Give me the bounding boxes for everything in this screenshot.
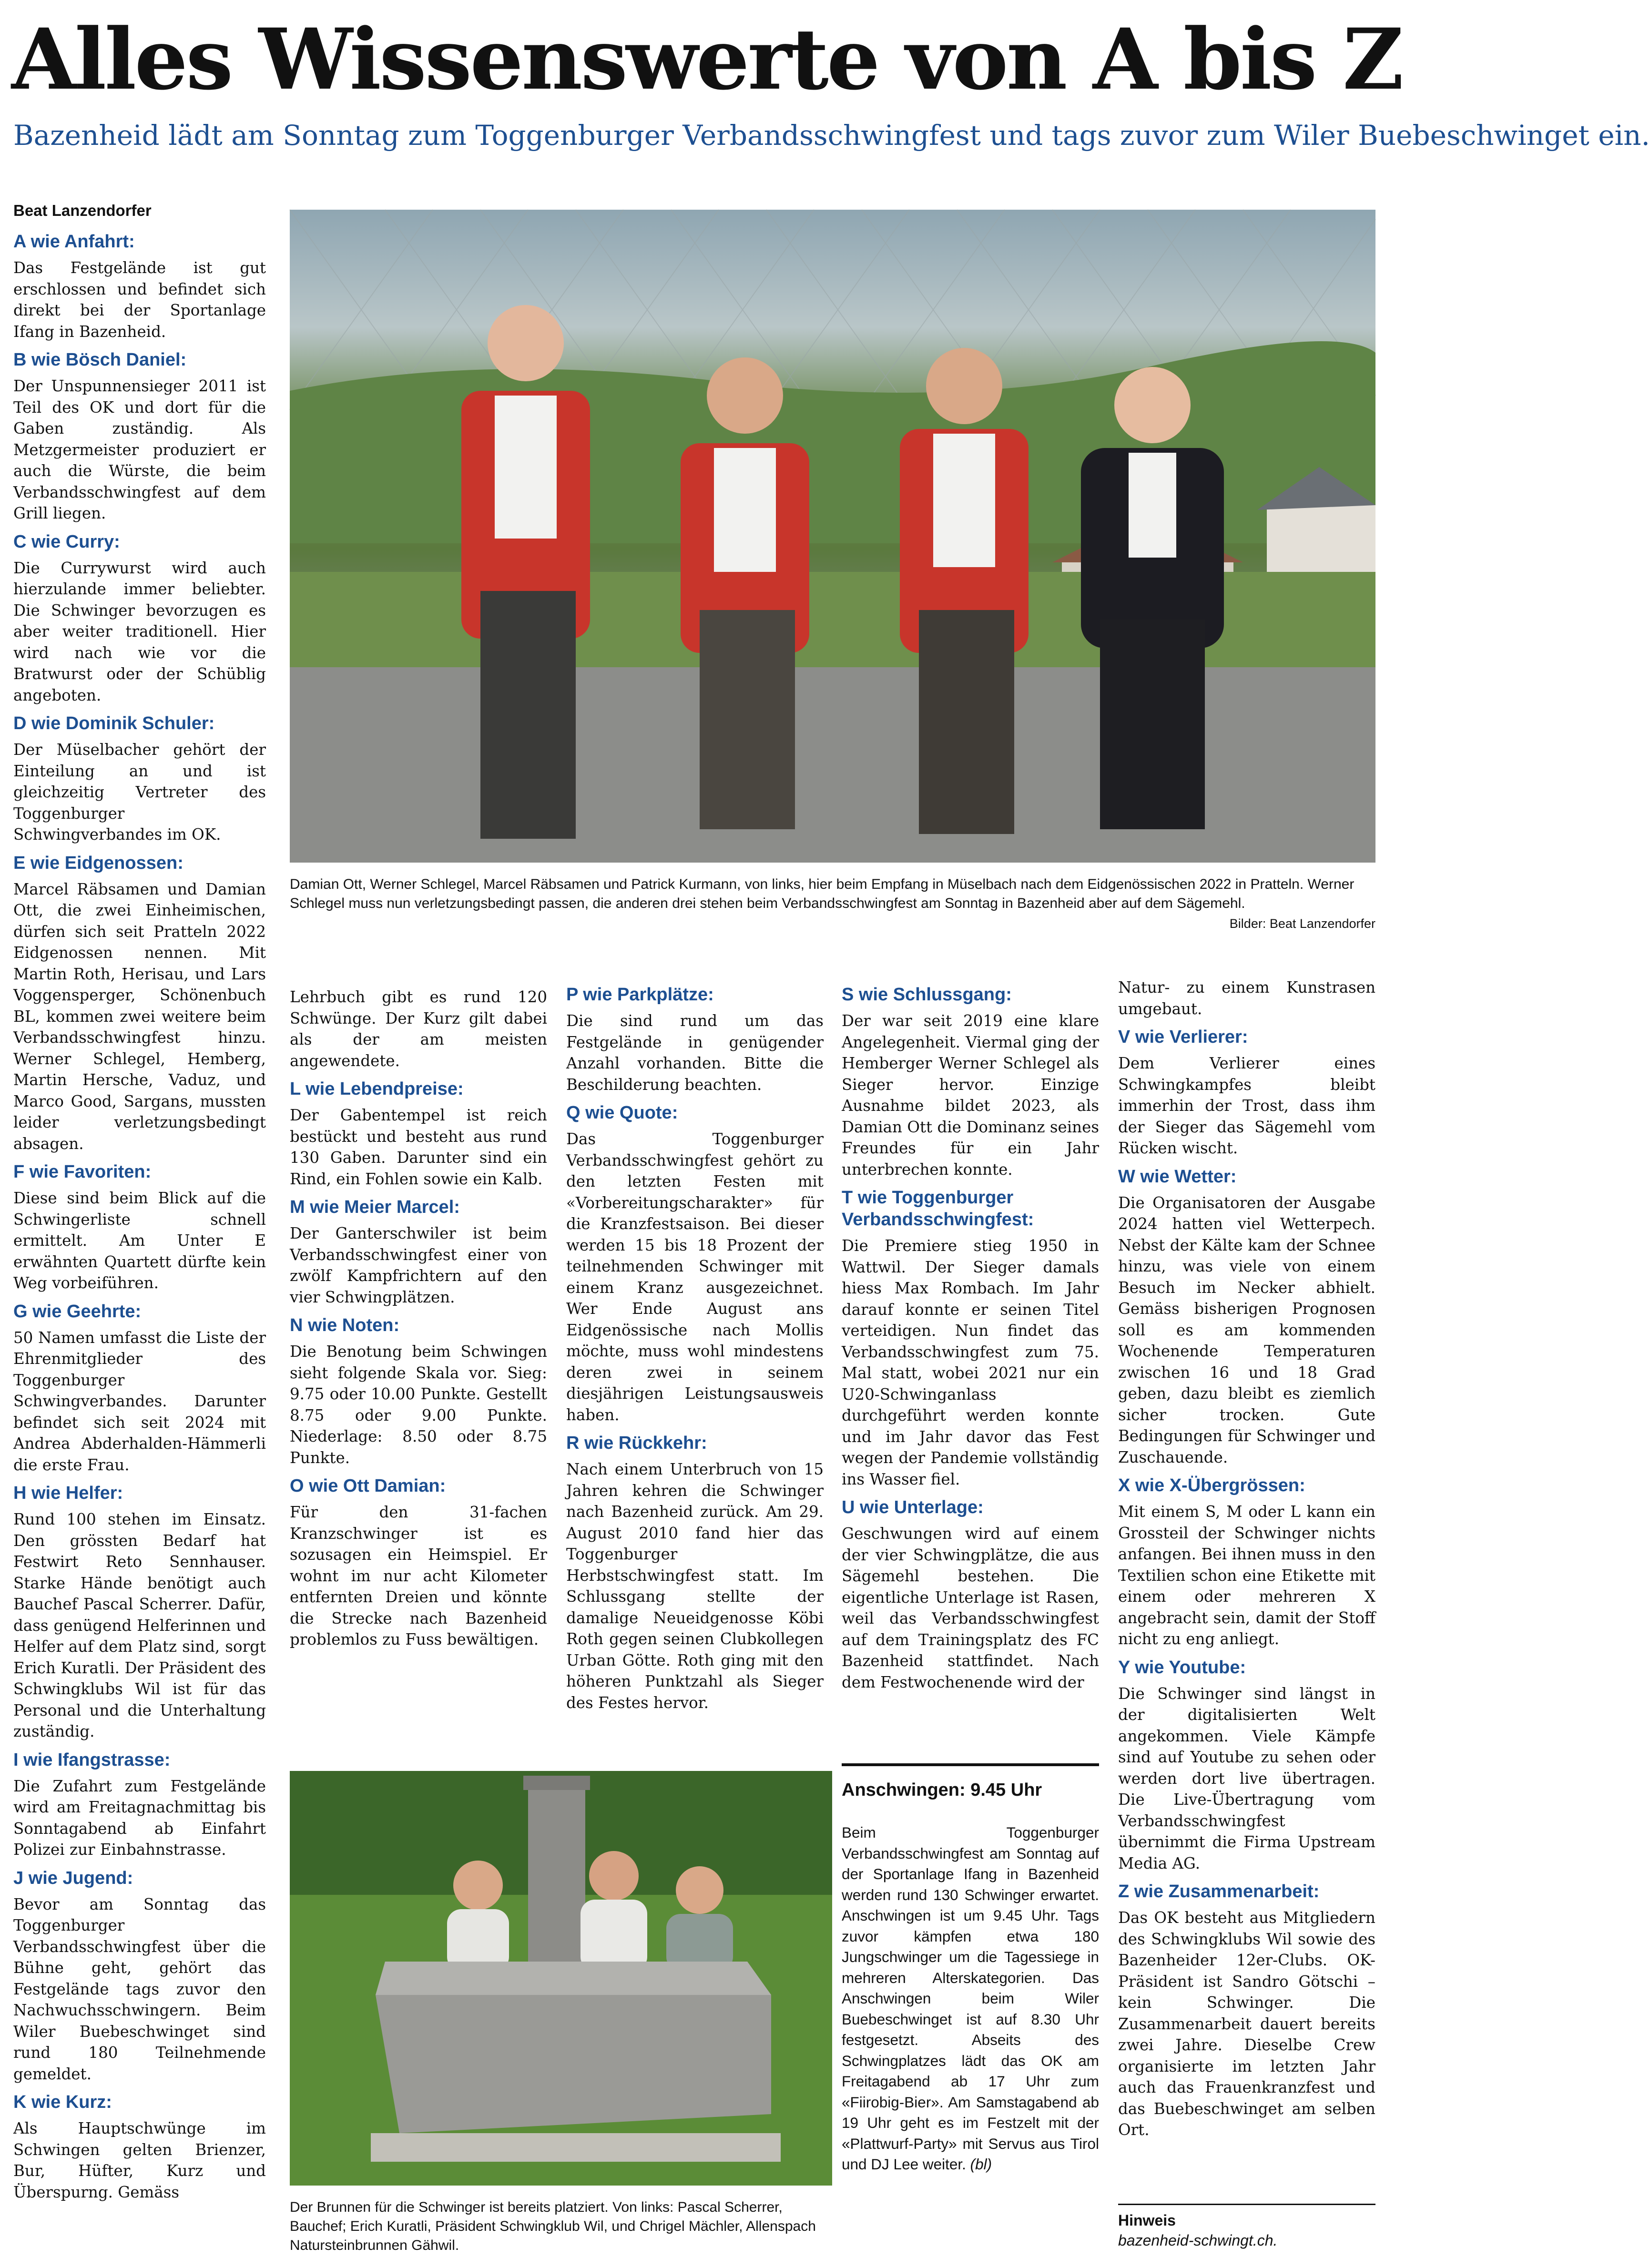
subheadline: Bazenheid lädt am Sonntag zum Toggenburger Verbandsschwingfest und tags zuvor zum Wiler Buebeschwinget ein. xyxy=(13,119,1650,152)
section-text: Das Toggenburger Verbandsschwingfest gehört zu den letzten Festen mit «Vorbereitungscharakter» für die Kranzfestsaison. Bei dieser werden 15 bis 18 Prozent der teilnehmenden Schwinger mit einem Kranz ausgezeichnet. Wer Ende August ans Eidgenössische nach Mollis möchte, muss wohl mindestens deren zwei in seinem diesjährigen Leistungsausweis haben. xyxy=(566,1130,824,1424)
section-text: Die Zufahrt zum Festgelände wird am Freitagnachmittag bis Sonntagabend ab Einfahrt Polizei zur Einbahnstrasse. xyxy=(13,1777,266,1859)
photo-credit: Bilder: Beat Lanzendorfer xyxy=(1229,916,1375,931)
section-text: Bevor am Sonntag das Toggenburger Verbandsschwingfest über die Bühne geht, gehört das Festgelände tags zuvor den Nachwuchsschwingern. Beim Wiler Buebeschwinget sind rund 180 Teilnehmende gemeldet. xyxy=(13,1895,266,2083)
section-heading: Y wie Youtube: xyxy=(1118,1657,1246,1678)
section-heading: P wie Parkplätze: xyxy=(566,985,714,1005)
section-e xyxy=(13,852,266,1155)
section-text: Dem Verlierer eines Schwingkampfes bleibt immerhin der Trost, dass ihm der Sieger das Sägemehl vom Rücken wischt. xyxy=(1118,1054,1375,1157)
section-text: Der Müselbacher gehört der Einteilung an und ist gleichzeitig Vertreter des Toggenburger Schwingverbandes im OK. xyxy=(13,741,266,844)
section-text: Rund 100 stehen im Einsatz. Den grössten Bedarf hat Festwirt Reto Sennhauser. Starke Hände benötigt auch Bauchef Pascal Scherrer. Dafür, dass genügend Helferinnen und Helfer auf dem Platz sind, sorgt Erich Kuratli. Der Präsident des Schwingklubs Wil ist für das Personal und die Unterhaltung zuständig. xyxy=(13,1510,266,1740)
info-box-title: Anschwingen: 9.45 Uhr xyxy=(842,1780,1042,1800)
section-heading: N wie Noten: xyxy=(290,1315,400,1335)
section-heading: U wie Unterlage: xyxy=(842,1497,984,1517)
author-initials: (bl) xyxy=(970,2156,992,2173)
section-heading: M wie Meier Marcel: xyxy=(290,1197,460,1217)
divider xyxy=(1118,2204,1375,2205)
section-text: Natur- zu einem Kunstrasen umgebaut. xyxy=(1118,978,1375,1018)
article-column-4 xyxy=(842,977,1099,1725)
section-text: Die Currywurst wird auch hierzulande immer beliebter. Die Schwinger bevorzugen es aber weiter traditionell. Hier wird nach wie vor die Bratwurst oder der Schüblig angeboten. xyxy=(13,559,266,704)
section-text: Die Organisatoren der Ausgabe 2024 hatten viel Wetterpech. Nebst der Kälte kam der Schnee hinzu, was viele von einem Besuch im Necker abhielt. Gemäss bisherigen Prognosen soll es am kommenden Wochenende Temperaturen zwischen 16 und 18 Grad geben, dazu bleibt es ziemlich sicher trocken. Gute Bedingungen für Schwinger und Zuschauende. xyxy=(1118,1193,1375,1466)
hinweis-label: Hinweis xyxy=(1118,2212,1176,2229)
section-heading: J wie Jugend: xyxy=(13,1868,133,1888)
section-heading: A wie Anfahrt: xyxy=(13,232,135,252)
section-heading: C wie Curry: xyxy=(13,531,120,552)
section-t xyxy=(842,1187,1099,1490)
section-text: Als Hauptschwünge im Schwingen gelten Brienzer, Bur, Hüfter, Kurz und Überspurng. Gemäss xyxy=(13,2119,266,2201)
schwinger-group-illustration xyxy=(290,210,1375,863)
section-heading: V wie Verlierer: xyxy=(1118,1027,1248,1047)
schwinger-group-photo xyxy=(290,210,1375,863)
byline: Beat Lanzendorfer xyxy=(13,202,152,219)
section-text: Die sind rund um das Festgelände in genügender Anzahl vorhanden. Bitte die Beschilderung beachten. xyxy=(566,1012,824,1094)
section-i xyxy=(13,1749,266,1861)
section-heading: H wie Helfer: xyxy=(13,1483,123,1503)
section-heading: I wie Ifangstrasse: xyxy=(13,1749,171,1770)
section-h xyxy=(13,1482,266,1742)
section-text: Das OK besteht aus Mitgliedern des Schwingklubs Wil sowie des Bazenheider 12er-Clubs. OK-Präsident ist Sandro Götschi – kein Schwinger. Die Zusammenarbeit dauert bereits zwei Jahre. Dieselbe Crew organisierte im letzten Jahr auch das Frauenkranzfest und das Buebeschwinget am selben Ort. xyxy=(1118,1909,1375,2139)
section-heading: S wie Schlussgang: xyxy=(842,985,1012,1005)
section-heading: B wie Bösch Daniel: xyxy=(13,350,187,370)
section-text: Der Ganterschwiler ist beim Verbandsschwingfest einer von zwölf Kampfrichtern auf den vier Schwingplätzen. xyxy=(290,1224,547,1306)
section-heading: L wie Lebendpreise: xyxy=(290,1079,464,1099)
article-column-3 xyxy=(566,977,824,1720)
section-m xyxy=(290,1196,547,1308)
section-b xyxy=(13,349,266,524)
section-text: Nach einem Unterbruch von 15 Jahren kehren die Schwinger nach Bazenheid zurück. Am 29. August 2010 fand hier das Toggenburger Herbstschwingfest statt. Im Schlussgang stellte der damalige Neueidgenosse Köbi Roth gegen seinen Clubkollegen Urban Götte. Roth ging mit den höheren Punktzahl als Sieger des Festes hervor. xyxy=(566,1460,824,1712)
person-figure xyxy=(581,1851,647,1971)
section-text: Die Premiere stieg 1950 in Wattwil. Der Sieger damals hiess Max Rombach. Im Jahr darauf konnte er seinen Titel verteidigen. Nun findet das Verbandsschwingfest zum 75. Mal statt, wobei 2021 nur ein U20-Schwinganlass durchgeführt werden konnte und im Jahr davor das Fest wegen der Pandemie vollständig ins Wasser fiel. xyxy=(842,1237,1099,1488)
section-text: Mit einem S, M oder L kann ein Grossteil der Schwinger nichts anfangen. Bei ihnen muss in den Textilien schon eine Etikette mit einem oder mehreren X angebracht sein, damit der Stoff nicht zu eng anliegt. xyxy=(1118,1503,1375,1648)
section-s xyxy=(842,984,1099,1180)
section-heading: G wie Geehrte: xyxy=(13,1301,142,1322)
article-column-2 xyxy=(290,987,547,1716)
section-v xyxy=(1118,1026,1375,1159)
section-text: Marcel Räbsamen und Damian Ott, die zwei Einheimischen, dürfen sich seit Pratteln 2022 Eidgenossen nennen. Mit Martin Roth, Herisau, und Lars Voggensperger, Schönenbuch BL, kommen zwei weitere beim Verbandsschwingfest hinzu. Werner Schlegel, Hemberg, Martin Hersche, Vaduz, und Marco Good, Sargans, mussten leider verletzungsbedingt absagen. xyxy=(13,880,266,1153)
section-y xyxy=(1118,1657,1375,1874)
section-heading: Z wie Zusammenarbeit: xyxy=(1118,1882,1320,1902)
section-o xyxy=(290,1475,547,1650)
section-heading: Q wie Quote: xyxy=(566,1103,678,1123)
section-text: 50 Namen umfasst die Liste der Ehrenmitglieder des Toggenburger Schwingverbandes. Darunter befindet sich seit 2024 mit Andrea Abderhalden-Hämmerli die erste Frau. xyxy=(13,1328,266,1474)
headline: Alles Wissenswerte von A bis Z xyxy=(11,10,1402,109)
section-c xyxy=(13,531,266,706)
section-w xyxy=(1118,1166,1375,1468)
section-text: Der Gabentempel ist reich bestückt und besteht aus rund 130 Gaben. Darunter sind ein Rind, ein Fohlen sowie ein Kalb. xyxy=(290,1106,547,1188)
section-text: Für den 31-fachen Kranzschwinger ist es sozusagen ein Heimspiel. Er wohnt im nur acht Kilometer entfernten Dreien und könnte die Strecke nach Bazenheid problemlos zu Fuss bewältigen. xyxy=(290,1503,547,1648)
section-n xyxy=(290,1314,547,1468)
section-heading: E wie Eidgenossen: xyxy=(13,853,183,873)
section-heading: T wie Toggenburger Verbandsschwingfest: xyxy=(842,1188,1034,1230)
section-a xyxy=(13,231,266,342)
fountain-illustration xyxy=(290,1771,832,2186)
hinweis-note xyxy=(1118,2210,1375,2250)
article-column-5 xyxy=(1118,977,1375,2264)
section-j xyxy=(13,1867,266,2085)
section-text: Lehrbuch gibt es rund 120 Schwünge. Der Kurz gilt dabei als der am meisten angewendete. xyxy=(290,988,547,1070)
photo-caption: Der Brunnen für die Schwinger ist bereits platziert. Von links: Pascal Scherrer, Bauchef; Erich Kuratli, Präsident Schwingklub Wil, und Chrigel Mächler, Allenspach Natursteinbrunnen Gähwil. xyxy=(290,2199,816,2253)
section-heading: R wie Rückkehr: xyxy=(566,1433,707,1453)
section-text: Diese sind beim Blick auf die Schwingerliste schnell ermittelt. Am Unter E erwähnten Quartett dürfte kein Weg vorbeiführen. xyxy=(13,1189,266,1292)
section-text: Der war seit 2019 eine klare Angelegenheit. Viermal ging der Hemberger Werner Schlegel als Sieger hervor. Einzige Ausnahme bildet 2023, als Damian Ott die Dominanz seines Freundes für ein Jahr unterbrechen konnte. xyxy=(842,1012,1099,1179)
photo-caption: Damian Ott, Werner Schlegel, Marcel Räbsamen und Patrick Kurmann, von links, hier beim Empfang in Müselbach nach dem Eidgenössischen 2022 in Pratteln. Werner Schlegel muss nun verletzungsbedingt passen, die anderen drei stehen beim Verbandsschwingfest am Sonntag in Bazenheid aber auf dem Sägemehl. xyxy=(290,876,1355,911)
section-u xyxy=(842,1496,1099,1693)
section-heading: F wie Favoriten: xyxy=(13,1162,152,1182)
section-heading: D wie Dominik Schuler: xyxy=(13,713,215,733)
section-d xyxy=(13,712,266,845)
section-g xyxy=(13,1301,266,1476)
section-text: Die Benotung beim Schwingen sieht folgende Skala vor. Sieg: 9.75 oder 10.00 Punkte. Gestellt 8.75 oder 9.00 Punkte. Niederlage: 8.50 oder 8.75 Punkte. xyxy=(290,1342,547,1467)
section-heading: W wie Wetter: xyxy=(1118,1166,1237,1187)
section-text: Das Festgelände ist gut erschlossen und befindet sich direkt bei der Sportanlage Ifang in Bazenheid. xyxy=(13,259,266,341)
info-box xyxy=(842,1763,1099,2264)
section-r xyxy=(566,1432,824,1713)
section-x xyxy=(1118,1475,1375,1650)
fountain-photo xyxy=(290,1771,832,2186)
website-link[interactable]: bazenheid-schwingt.ch. xyxy=(1118,2232,1278,2249)
section-k xyxy=(13,2091,266,2203)
section-heading: X wie X-Übergrössen: xyxy=(1118,1475,1305,1495)
section-text: Der Unspunnensieger 2011 ist Teil des OK und dort für die Gaben zuständig. Als Metzgermeister produziert er auch die Würste, die beim Verbandsschwingfest auf dem Grill liegen. xyxy=(13,377,266,522)
section-text: Geschwungen wird auf einem der vier Schwingplätze, die aus Sägemehl bestehen. Die eigentliche Unterlage ist Rasen, weil das Verbandsschwingfest auf dem Trainingsplatz des FC Bazenheid stattfindet. Nach dem Festwochenende wird der xyxy=(842,1525,1099,1691)
article-column-1 xyxy=(13,200,266,2264)
section-f xyxy=(13,1161,266,1294)
section-l xyxy=(290,1078,547,1190)
info-box-text xyxy=(842,1822,1099,2175)
section-p xyxy=(566,984,824,1095)
section-text: Die Schwinger sind längst in der digitalisierten Welt angekommen. Viele Kämpfe sind auf Youtube zu sehen oder werden dort live übertragen. Die Live-Übertragung vom Verbandsschwingfest übernimmt die Firma Upstream Media AG. xyxy=(1118,1684,1375,1872)
section-heading: K wie Kurz: xyxy=(13,2092,112,2112)
person-figure xyxy=(447,1861,509,1971)
section-q xyxy=(566,1102,824,1425)
section-heading: O wie Ott Damian: xyxy=(290,1476,446,1496)
info-box-body: Beim Toggenburger Verbandsschwingfest am Sonntag auf der Sportanlage Ifang in Bazenheid werden rund 130 Schwinger erwartet. Anschwingen ist um 9.45 Uhr. Tags zuvor kämpfen etwa 180 Jungschwinger um die Tagessiege in mehreren Alterskategorien. Das Anschwingen beim Wiler Buebeschwinget ist auf 8.30 Uhr festgesetzt. Abseits des Schwingplatzes lädt das OK am Freitagabend ab 17 Uhr zum «Fiirobig-Bier». Am Samstagabend ab 19 Uhr geht es im Festzelt mit der «Plattwurf-Party» mit Servus aus Tirol und DJ Lee weiter. xyxy=(842,1824,1099,2173)
section-z xyxy=(1118,1881,1375,2141)
